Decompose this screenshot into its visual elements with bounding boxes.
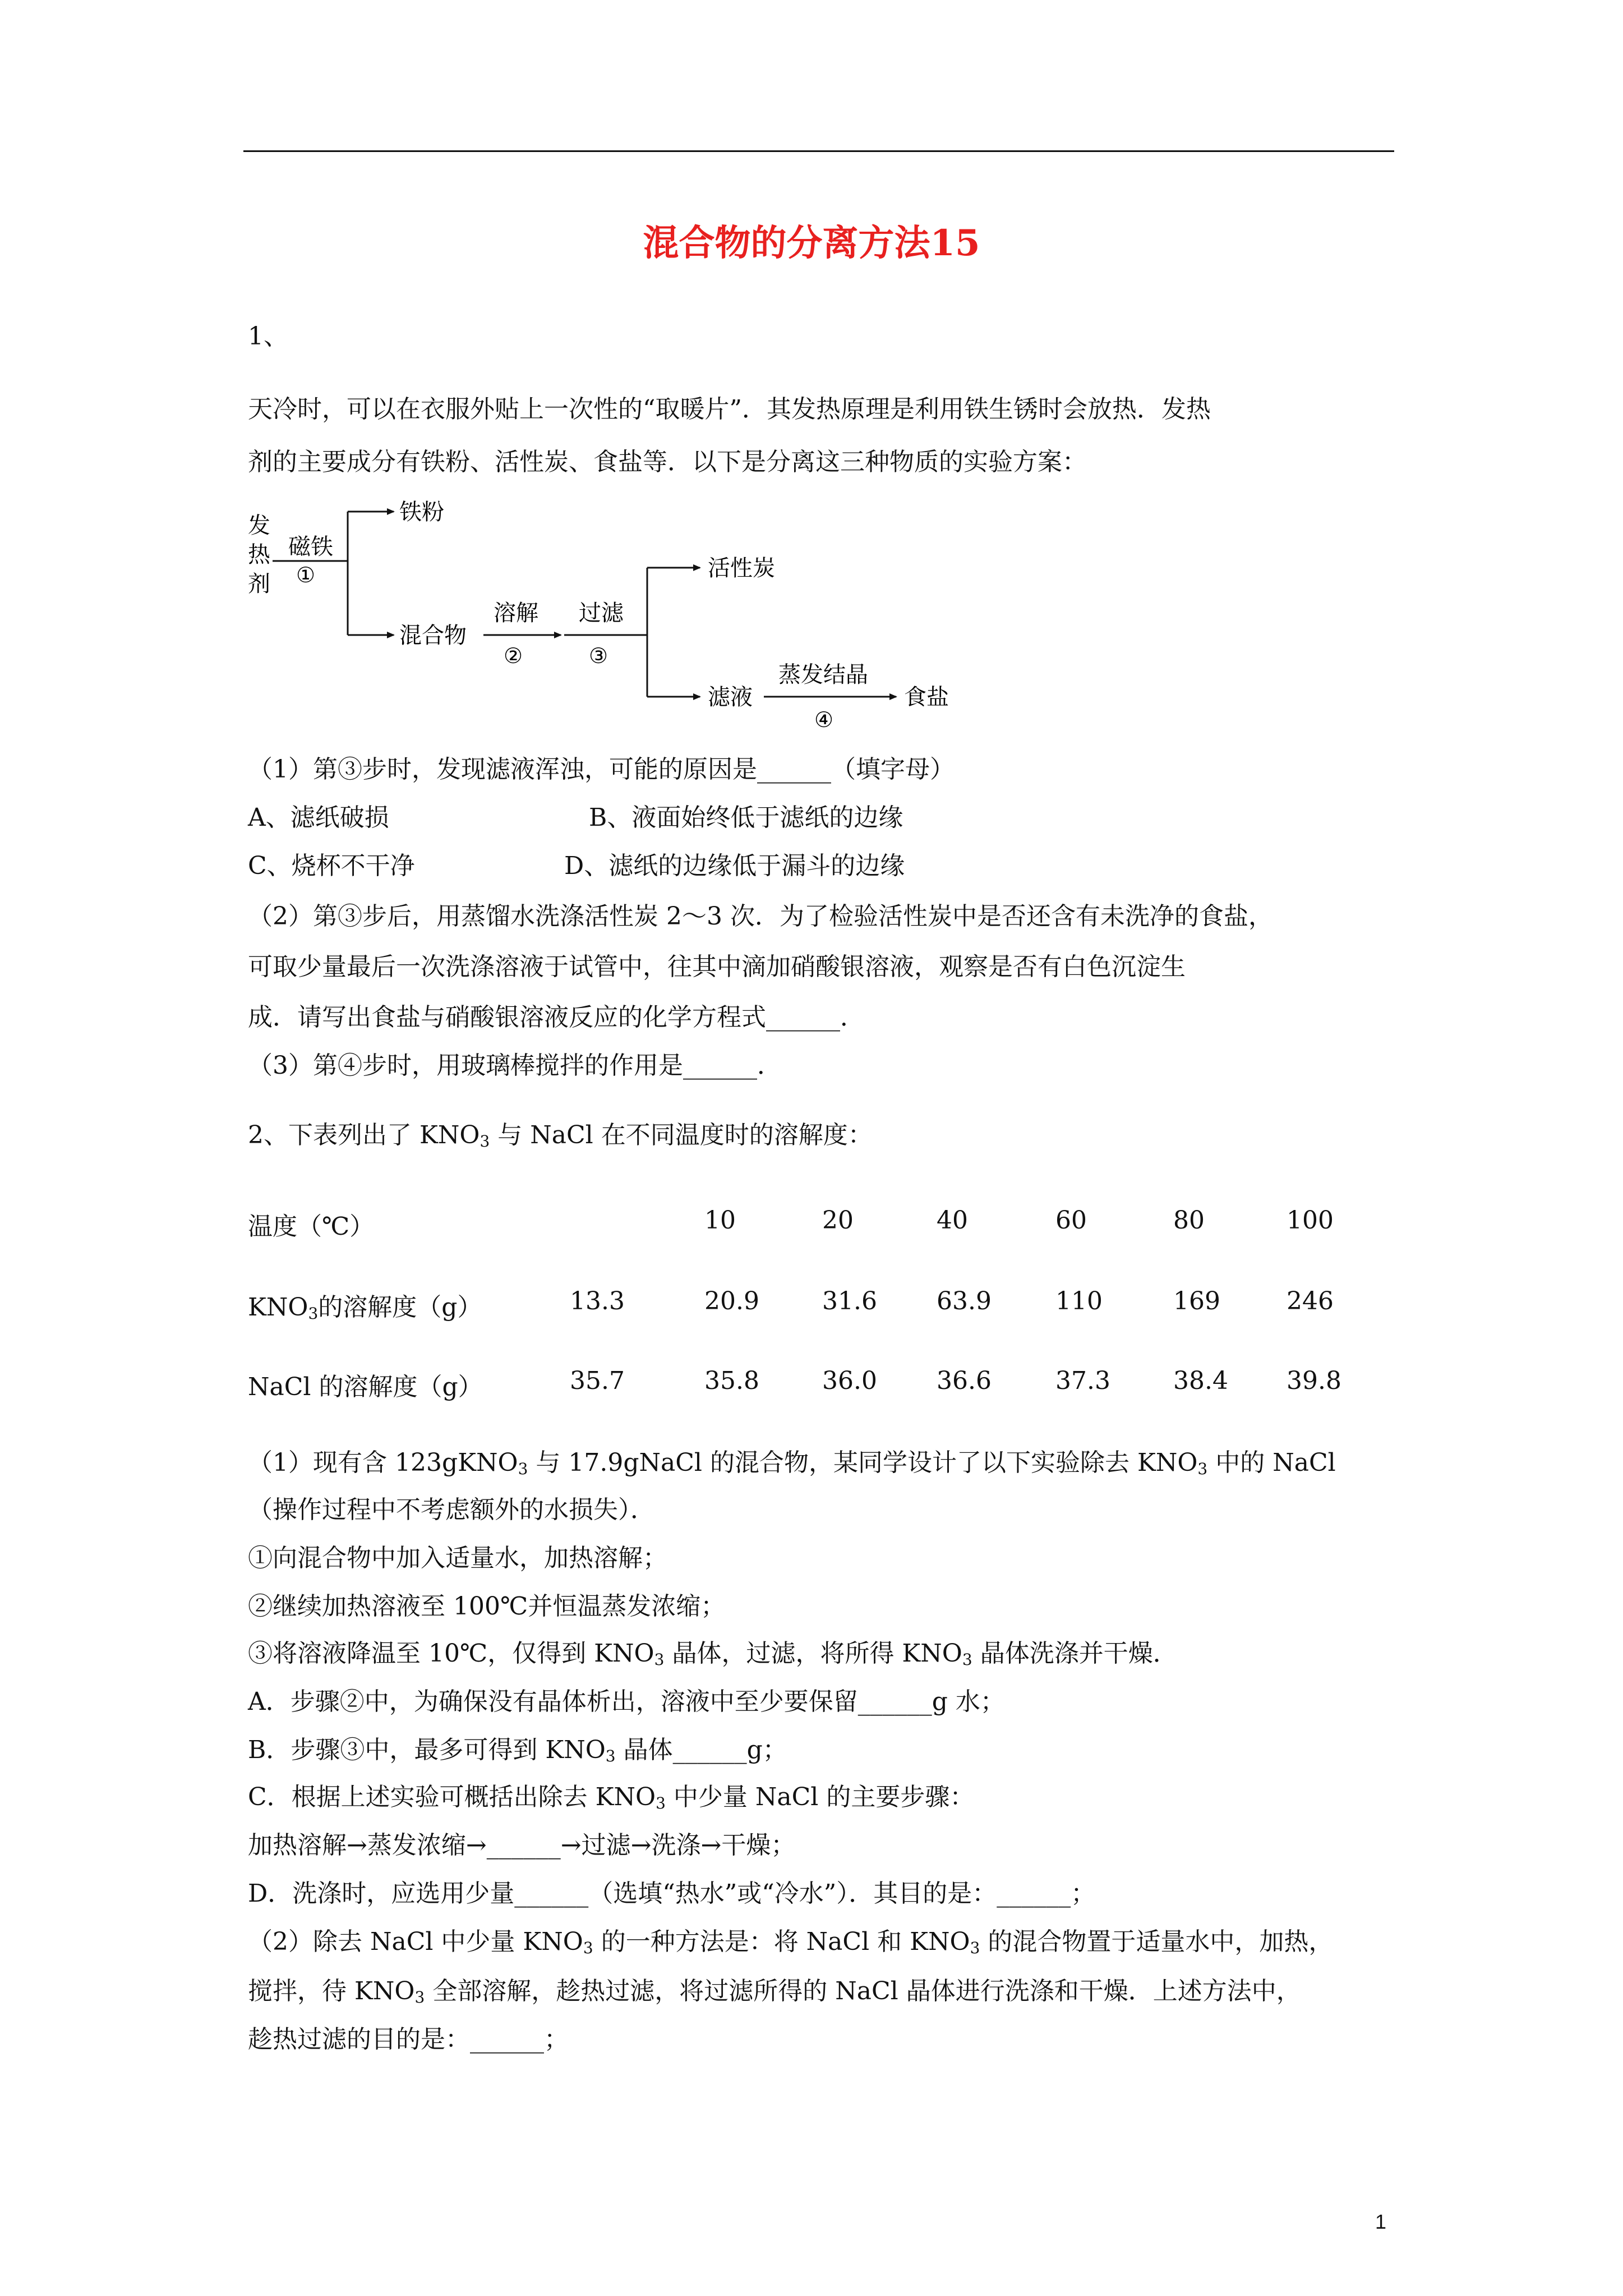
table-kno3-value-6: 169 bbox=[1173, 1287, 1220, 1315]
q2-part-2-line-1: （2）除去 NaCl 中少量 $KNO_3$ 的一种方法是：将 NaCl 和 $KNO_3$ 的混合物置于适量水中，加热， bbox=[248, 1927, 1334, 1957]
q2-step-3: ③将溶液降温至 10℃，仅得到 $KNO_3$ 晶体，过滤，将所得 $KNO_3$ 晶体洗涤并干燥． bbox=[248, 1639, 1178, 1669]
table-nacl-value-1: 35.7 bbox=[570, 1366, 625, 1395]
table-temp-80: 80 bbox=[1173, 1206, 1205, 1235]
q1-option-c: C、烧杯不干净 bbox=[248, 852, 415, 880]
q2-part-2-line-2: 搅拌，待 $KNO_3$ 全部溶解，趁热过滤，将过滤所得的 NaCl 晶体进行洗涤和干燥．上述方法中， bbox=[248, 1977, 1301, 2007]
table-nacl-value-7: 39.8 bbox=[1287, 1366, 1341, 1395]
table-temp-60: 60 bbox=[1055, 1206, 1087, 1235]
table-nacl-value-2: 35.8 bbox=[704, 1366, 759, 1395]
flow-step1-number: ① bbox=[296, 563, 316, 587]
q2-part-1-line-2: （操作过程中不考虑额外的水损失）． bbox=[248, 1496, 655, 1524]
table-nacl-value-5: 37.3 bbox=[1055, 1366, 1110, 1395]
question-1-number: 1、 bbox=[248, 322, 288, 351]
q2-step-1: ①向混合物中加入适量水，加热溶解； bbox=[248, 1544, 667, 1572]
flow-start-char-1: 发 bbox=[248, 513, 270, 539]
table-temp-label: 温度（℃） bbox=[248, 1212, 375, 1241]
table-nacl-label: NaCl 的溶解度（g） bbox=[248, 1373, 483, 1401]
flow-carbon-label: 活性炭 bbox=[708, 555, 775, 581]
flow-step3-label: 过滤 bbox=[579, 600, 624, 626]
q1-part-3: （3）第④步时，用玻璃棒搅拌的作用是______． bbox=[248, 1051, 782, 1080]
q2-line-a: A．步骤②中，为确保没有晶体析出，溶液中至少要保留______g 水； bbox=[248, 1687, 1005, 1716]
q1-option-a: A、滤纸破损 bbox=[248, 803, 389, 832]
q2-intro: 2、下表列出了 $KNO_3$ 与 NaCl 在不同温度时的溶解度： bbox=[248, 1121, 873, 1151]
table-nacl-value-6: 38.4 bbox=[1173, 1366, 1228, 1395]
q1-part-2-line-1: （2）第③步后，用蒸馏水洗涤活性炭 2～3 次．为了检验活性炭中是否还含有未洗净的食盐， bbox=[248, 902, 1273, 931]
table-kno3-value-7: 246 bbox=[1287, 1287, 1334, 1315]
flow-filtrate-label: 滤液 bbox=[708, 684, 753, 710]
q1-option-d: D、滤纸的边缘低于漏斗的边缘 bbox=[564, 852, 905, 880]
table-nacl-value-3: 36.0 bbox=[822, 1366, 877, 1395]
flow-start-char-3: 剂 bbox=[248, 571, 270, 597]
q1-part-1: （1）第③步时，发现滤液浑浊，可能的原因是______（填字母） bbox=[248, 755, 955, 784]
table-nacl-value-4: 36.6 bbox=[937, 1366, 992, 1395]
q2-part-1-line-1: （1）现有含 123gKNO$_3$ 与 17.9gNaCl 的混合物，某同学设计了以下实验除去 $KNO_3$ 中的 NaCl bbox=[248, 1448, 1336, 1478]
table-temp-100: 100 bbox=[1287, 1206, 1334, 1235]
q2-part-2-line-3: 趁热过滤的目的是：______； bbox=[248, 2025, 569, 2054]
q1-part-2-line-2: 可取少量最后一次洗涤溶液于试管中，往其中滴加硝酸银溶液，观察是否有白色沉淀生 bbox=[248, 953, 1186, 981]
q1-part-2-line-3: 成．请写出食盐与硝酸银溶液反应的化学方程式______． bbox=[248, 1003, 865, 1032]
header-rule bbox=[243, 150, 1394, 152]
table-kno3-value-3: 31.6 bbox=[822, 1287, 877, 1315]
flow-step2-label: 溶解 bbox=[494, 600, 538, 626]
q1-option-b: B、液面始终低于滤纸的边缘 bbox=[589, 803, 903, 832]
page-title: 混合物的分离方法15 bbox=[643, 222, 980, 264]
q2-line-d: D．洗涤时，应选用少量______（选填“热水”或“冷水”）．其目的是：______； bbox=[248, 1879, 1096, 1908]
flow-step4-label: 蒸发结晶 bbox=[778, 662, 868, 688]
flow-step1-label: 磁铁 bbox=[288, 534, 333, 560]
table-temp-20: 20 bbox=[822, 1206, 854, 1235]
table-temp-10: 10 bbox=[704, 1206, 736, 1235]
separation-flow-diagram bbox=[247, 488, 1021, 735]
q2-line-b: B．步骤③中，最多可得到 $KNO_3$ 晶体______g； bbox=[248, 1736, 787, 1765]
table-temp-40: 40 bbox=[937, 1206, 968, 1235]
page-number: 1 bbox=[1375, 2210, 1387, 2233]
flow-step2-number: ② bbox=[504, 643, 523, 668]
table-kno3-value-5: 110 bbox=[1055, 1287, 1103, 1315]
q1-intro-line-2: 剂的主要成分有铁粉、活性炭、食盐等．以下是分离这三种物质的实验方案： bbox=[248, 448, 1087, 476]
flow-iron-label: 铁粉 bbox=[399, 499, 444, 525]
q2-line-c: C．根据上述实验可概括出除去 $KNO_3$ 中少量 NaCl 的主要步骤： bbox=[248, 1783, 975, 1812]
flow-start-char-2: 热 bbox=[248, 542, 270, 568]
q2-step-2: ②继续加热溶液至 100℃并恒温蒸发浓缩； bbox=[248, 1592, 726, 1621]
flow-salt-label: 食盐 bbox=[904, 684, 949, 710]
flow-step3-number: ③ bbox=[589, 643, 608, 668]
flow-step4-number: ④ bbox=[814, 707, 834, 732]
table-kno3-value-1: 13.3 bbox=[570, 1287, 625, 1315]
table-kno3-label: $KNO_3$的溶解度（g） bbox=[248, 1293, 482, 1323]
q1-intro-line-1: 天冷时，可以在衣服外贴上一次性的“取暖片”．其发热原理是利用铁生锈时会放热．发热 bbox=[248, 395, 1211, 424]
table-kno3-value-4: 63.9 bbox=[937, 1287, 992, 1315]
table-kno3-value-2: 20.9 bbox=[704, 1287, 759, 1315]
flow-mixture-label: 混合物 bbox=[399, 623, 467, 648]
q2-line-c-2: 加热溶解→蒸发浓缩→______→过滤→洗涤→干燥； bbox=[248, 1831, 796, 1860]
